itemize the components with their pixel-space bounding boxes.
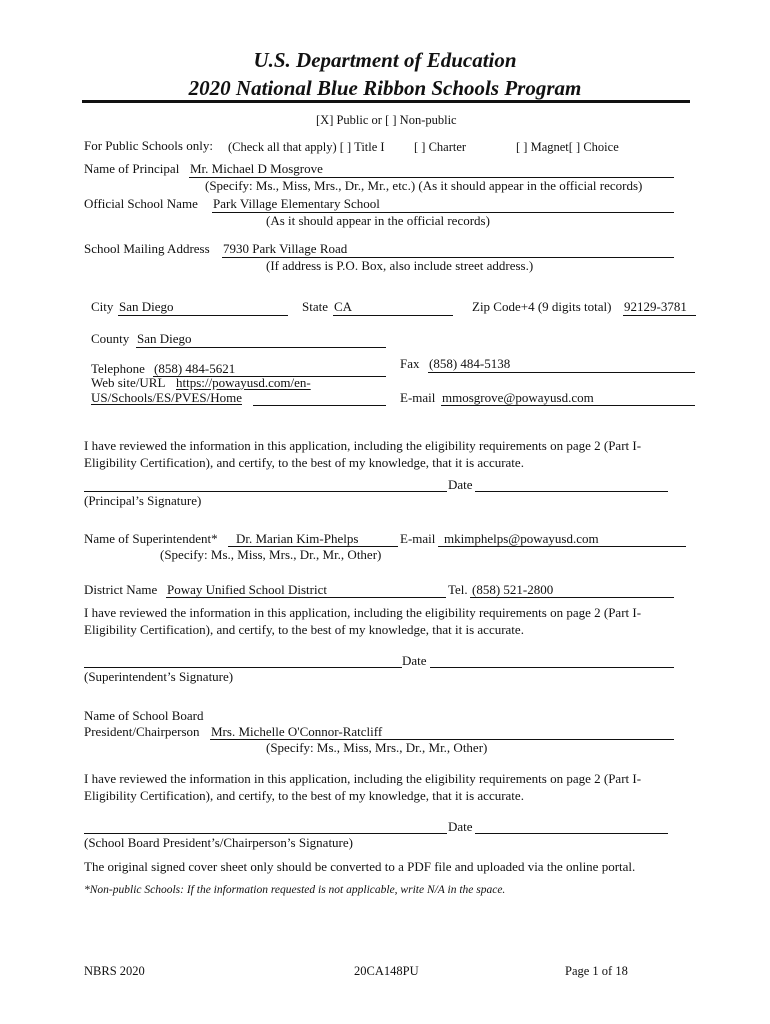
fax-value: (858) 484-5138 [429, 356, 511, 371]
district-name: Poway Unified School District [167, 582, 327, 597]
state-value: CA [334, 299, 353, 314]
certification-text-2b: Eligibility Certification), and certify, to the best of my knowledge, that it is accurate. [84, 622, 524, 637]
district-tel: (858) 521-2800 [472, 582, 554, 597]
principal-label: Name of Principal [84, 161, 180, 176]
district-tel-label: Tel. [448, 582, 468, 597]
principal-signature-caption: (Principal’s Signature) [84, 493, 202, 508]
website-label: Web site/URL [91, 375, 166, 390]
county-value: San Diego [137, 331, 192, 346]
board-label-line1: Name of School Board [84, 708, 204, 723]
footer-center: 20CA148PU [354, 964, 419, 978]
board-date-label: Date [448, 819, 473, 834]
county-label: County [91, 331, 130, 346]
certification-text-1: I have reviewed the information in this application, including the eligibility requirements on page 2 (Part I- [84, 438, 642, 453]
address-value: 7930 Park Village Road [223, 241, 348, 256]
superintendent-email[interactable]: mkimphelps@powayusd.com [444, 531, 599, 546]
superintendent-date-line[interactable] [430, 667, 674, 668]
superintendent-label: Name of Superintendent* [84, 531, 218, 546]
certification-text-2: I have reviewed the information in this application, including the eligibility requirements on page 2 (Part I- [84, 605, 642, 620]
website-underline [253, 405, 386, 406]
board-date-line[interactable] [475, 833, 668, 834]
superintendent-name: Dr. Marian Kim-Phelps [236, 531, 359, 546]
city-underline [118, 315, 288, 316]
address-label: School Mailing Address [84, 241, 210, 256]
pdf-note: The original signed cover sheet only should be converted to a PDF file and uploaded via the online portal. [84, 859, 636, 874]
school-name-note: (As it should appear in the official records) [266, 213, 490, 228]
board-label-line2: President/Chairperson [84, 724, 200, 739]
city-label: City [91, 299, 114, 314]
state-underline [333, 315, 453, 316]
fax-underline [428, 372, 695, 373]
page-title: U.S. Department of Education [253, 48, 517, 72]
city-value: San Diego [119, 299, 174, 314]
magnet-choice-checkbox: [ ] Magnet[ ] Choice [516, 140, 619, 154]
principal-date-line[interactable] [475, 491, 668, 492]
certification-text-1b: Eligibility Certification), and certify, to the best of my knowledge, that it is accurate. [84, 455, 524, 470]
superintendent-signature-line[interactable] [84, 667, 402, 668]
telephone-label: Telephone [91, 361, 145, 376]
superintendent-date-label: Date [402, 653, 427, 668]
principal-signature-line[interactable] [84, 491, 447, 492]
public-schools-label: For Public Schools only: [84, 138, 213, 153]
school-name-label: Official School Name [84, 196, 198, 211]
principal-name: Mr. Michael D Mosgrove [190, 161, 323, 176]
superintendent-specify: (Specify: Ms., Miss, Mrs., Dr., Mr., Other) [160, 547, 382, 562]
zip-underline [623, 315, 696, 316]
board-signature-caption: (School Board President’s/Chairperson’s Signature) [84, 835, 353, 850]
board-name: Mrs. Michelle O'Connor-Ratcliff [211, 724, 383, 739]
email-label: E-mail [400, 390, 436, 405]
zip-value: 92129-3781 [624, 299, 687, 314]
public-line: [X] Public or [ ] Non-public [316, 113, 457, 127]
board-signature-line[interactable] [84, 833, 447, 834]
principal-specify: (Specify: Ms., Miss, Mrs., Dr., Mr., etc.) (As it should appear in the official records) [205, 178, 643, 193]
certification-text-3b: Eligibility Certification), and certify, to the best of my knowledge, that it is accurate. [84, 788, 524, 803]
website-value-line1[interactable]: https://powayusd.com/en- [176, 375, 311, 390]
email-value[interactable]: mmosgrove@powayusd.com [442, 390, 594, 405]
certification-text-3: I have reviewed the information in this application, including the eligibility requirements on page 2 (Part I- [84, 771, 642, 786]
page-subtitle: 2020 National Blue Ribbon Schools Program [188, 76, 582, 100]
superintendent-email-label: E-mail [400, 531, 436, 546]
footer-page-number: Page 1 of 18 [565, 964, 628, 978]
principal-date-label: Date [448, 477, 473, 492]
superintendent-signature-caption: (Superintendent’s Signature) [84, 669, 234, 684]
nonpublic-note: *Non-public Schools: If the information requested is not applicable, write N/A in the space. [84, 884, 506, 896]
school-name: Park Village Elementary School [213, 196, 380, 211]
title-rule [82, 100, 690, 103]
county-underline [136, 347, 386, 348]
zip-label: Zip Code+4 (9 digits total) [472, 299, 612, 314]
district-label: District Name [84, 582, 158, 597]
state-label: State [302, 299, 328, 314]
fax-label: Fax [400, 356, 420, 371]
telephone-value: (858) 484-5621 [154, 361, 236, 376]
board-specify: (Specify: Ms., Miss, Mrs., Dr., Mr., Other) [266, 740, 488, 755]
website-value-line2[interactable]: US/Schools/ES/PVES/Home [91, 390, 242, 405]
title-i-checkbox: (Check all that apply) [ ] Title I [228, 140, 385, 154]
footer-left: NBRS 2020 [84, 964, 145, 978]
address-note: (If address is P.O. Box, also include street address.) [266, 258, 534, 273]
charter-checkbox: [ ] Charter [414, 140, 467, 154]
